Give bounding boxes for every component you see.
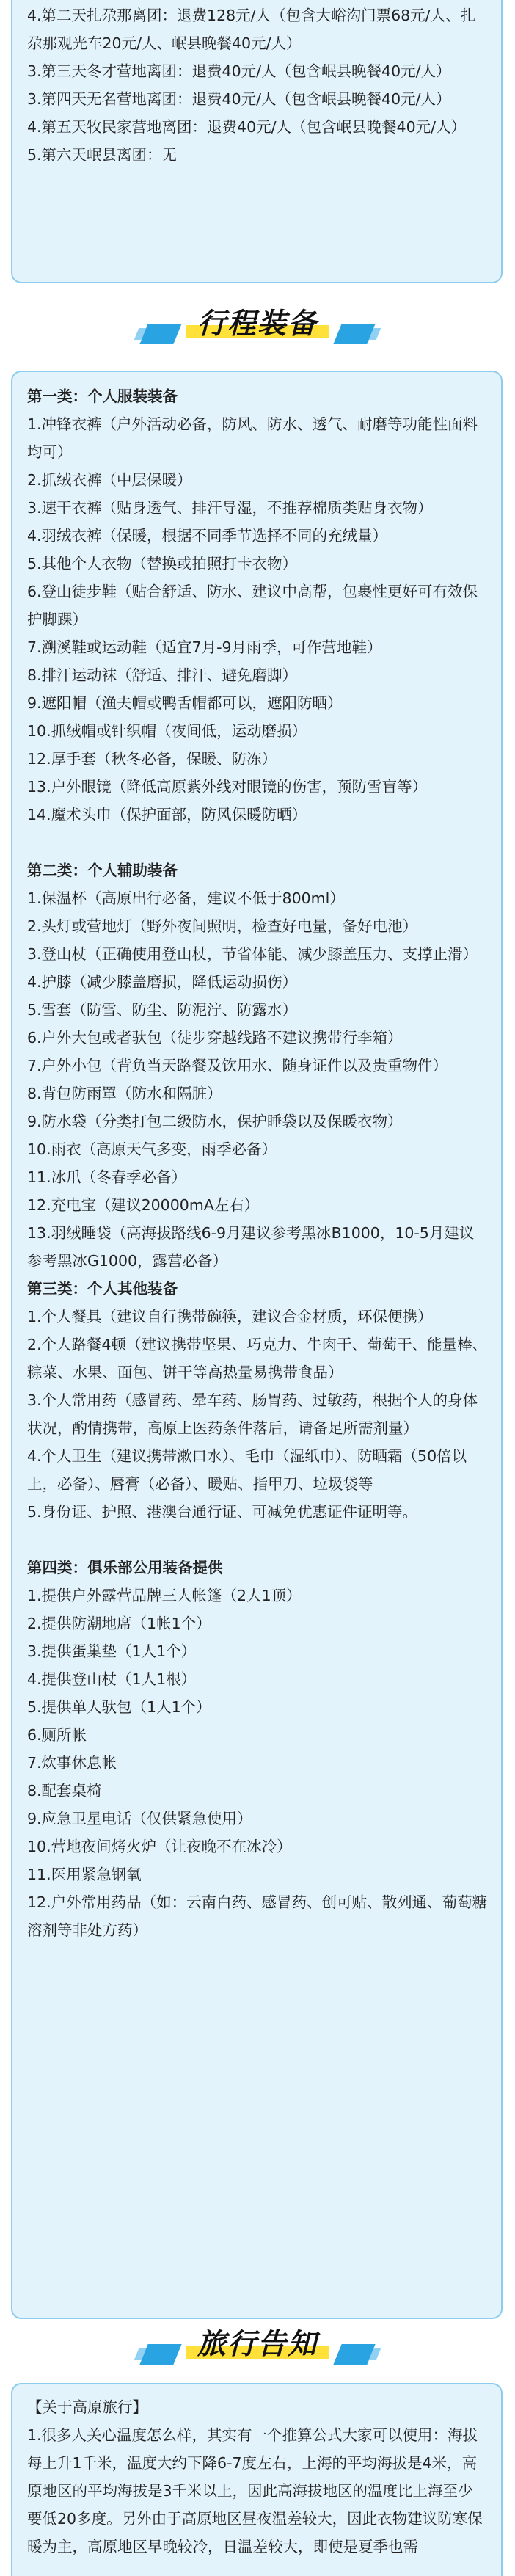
list-item: 12.充电宝（建议20000mA左右） <box>27 1196 260 1214</box>
gear-banner <box>0 290 515 356</box>
gear-section <box>11 371 503 2319</box>
list-item: 7.炊事休息帐 <box>27 1754 117 1772</box>
list-item: 6.户外大包或者驮包（徒步穿越线路不建议携带行李箱） <box>27 1029 403 1047</box>
list-item: 3.个人常用药（感冒药、晕车药、肠胃药、过敏药，根据个人的身体状况，酌情携带，高原上医药条件落后，请备足所需剂量） <box>27 1391 478 1437</box>
list-item: 12.厚手套（秋冬必备，保暖、防冻） <box>27 750 277 768</box>
category-title: 第三类：个人其他装备 <box>27 1280 178 1298</box>
list-item: 5.身份证、护照、港澳台通行证、可减免优惠证件证明等。 <box>27 1503 418 1521</box>
list-item: 11.冰爪（冬春季必备） <box>27 1168 187 1186</box>
refund-section <box>11 0 503 283</box>
spacer <box>27 829 488 856</box>
list-item: 12.户外常用药品（如：云南白药、感冒药、创可贴、散列通、葡萄糖溶剂等非处方药） <box>27 1893 488 1939</box>
list-item: 6.厕所帐 <box>27 1726 87 1744</box>
list-item: 3.登山杖（正确使用登山杖，节省体能、减少膝盖压力、支撑止滑） <box>27 945 478 963</box>
list-item: 6.登山徒步鞋（贴合舒适、防水、建议中高帮，包裹性更好可有效保护脚踝） <box>27 583 478 628</box>
list-item: 7.户外小包（背负当天路餐及饮用水、随身证件以及贵重物件） <box>27 1057 448 1074</box>
list-item: 1.保温杯（高原出行必备，建议不低于800ml） <box>27 889 345 907</box>
list-item: 10.抓绒帽或针织帽（夜间低，运动磨损） <box>27 722 307 740</box>
list-item: 4.提供登山杖（1人1根） <box>27 1670 197 1688</box>
list-item: 5.其他个人衣物（替换或拍照打卡衣物） <box>27 555 298 572</box>
list-item: 8.配套桌椅 <box>27 1782 102 1800</box>
refund-line: 3.第三天冬才营地离团：退费40元/人（包含岷县晚餐40元/人） <box>27 62 451 80</box>
list-item: 3.速干衣裤（贴身透气、排汗导湿，不推荐棉质类贴身衣物） <box>27 499 433 517</box>
list-item: 13.羽绒睡袋（高海拔路线6-9月建议参考黑冰B1000，10-5月建议参考黑冰G1000，露营必备） <box>27 1224 475 1270</box>
spacer <box>27 1526 488 1554</box>
list-item: 1.冲锋衣裤（户外活动必备，防风、防水、透气、耐磨等功能性面料均可） <box>27 415 478 461</box>
refund-line: 4.第二天扎尕那离团：退费128元/人（包含大峪沟门票68元/人、扎尕那观光车20元/人、岷县晚餐40元/人） <box>27 7 476 52</box>
notice-title: 旅行告知 <box>197 2328 318 2361</box>
refund-line: 4.第五天牧民家营地离团：退费40元/人（包含岷县晚餐40元/人） <box>27 118 467 136</box>
refund-line: 3.第四天无名营地离团：退费40元/人（包含岷县晚餐40元/人） <box>27 90 451 108</box>
list-item: 5.雪套（防雪、防尘、防泥泞、防露水） <box>27 1001 298 1019</box>
category-title: 第一类：个人服装装备 <box>27 388 178 405</box>
list-item: 5.提供单人驮包（1人1个） <box>27 1698 211 1716</box>
list-item: 7.溯溪鞋或运动鞋（适宜7月-9月雨季，可作营地鞋） <box>27 638 382 656</box>
list-item: 2.个人路餐4顿（建议携带坚果、巧克力、牛肉干、葡萄干、能量棒、粽菜、水果、面包、饼干等高热量易携带食品） <box>27 1336 488 1381</box>
category-title: 第二类：个人辅助装备 <box>27 862 178 879</box>
list-item: 10.营地夜间烤火炉（让夜晚不在冰冷） <box>27 1838 292 1855</box>
list-item: 13.户外眼镜（降低高原紫外线对眼镜的伤害，预防雪盲等） <box>27 778 428 796</box>
list-item: 9.应急卫星电话（仅供紧急使用） <box>27 1810 252 1827</box>
list-item: 1.个人餐具（建议自行携带碗筷，建议合金材质，环保便携） <box>27 1308 433 1325</box>
refund-line: 5.第六天岷县离团：无 <box>27 146 178 164</box>
list-item: 9.遮阳帽（渔夫帽或鸭舌帽都可以，遮阳防晒） <box>27 694 343 712</box>
notice-paragraph: 1.很多人关心温度怎么样，其实有一个推算公式大家可以使用：海拔每上升1千米，温度大约下降6-7度左右，上海的平均海拔是4米，高原地区的平均海拔是3千米以上，因此高海拔地区的温度比上海至少要低20多度。另外由于高原地区昼夜温差较大，因此衣物建议防寒保暖为主，高原地区早晚较冷，日温差较大，即使是夏季也需 <box>27 2426 483 2555</box>
list-item: 4.个人卫生（建议携带漱口水）、毛巾（湿纸巾）、防晒霜（50倍以上，必备）、唇膏（必备）、暖贴、指甲刀、垃圾袋等 <box>27 1447 467 1493</box>
list-item: 14.魔术头巾（保护面部，防风保暖防晒） <box>27 806 307 823</box>
list-item: 9.防水袋（分类打包二级防水，保护睡袋以及保暖衣物） <box>27 1113 403 1130</box>
notice-section <box>11 2383 503 2576</box>
list-item: 2.提供防潮地席（1帐1个） <box>27 1615 211 1632</box>
list-item: 2.头灯或营地灯（野外夜间照明，检查好电量，备好电池） <box>27 917 418 935</box>
gear-title: 行程装备 <box>197 308 318 341</box>
list-item: 2.抓绒衣裤（中层保暖） <box>27 471 192 489</box>
list-item: 3.提供蛋巢垫（1人1个） <box>27 1642 197 1660</box>
category-title: 第四类：俱乐部公用装备提供 <box>27 1559 223 1576</box>
list-item: 1.提供户外露营品牌三人帐篷（2人1顶） <box>27 1587 302 1604</box>
list-item: 10.雨衣（高原天气多变，雨季必备） <box>27 1140 277 1158</box>
notice-banner <box>0 2310 515 2376</box>
notice-heading: 【关于高原旅行】 <box>27 2398 147 2416</box>
list-item: 8.背包防雨罩（防水和隔脏） <box>27 1085 222 1102</box>
list-item: 8.排汗运动袜（舒适、排汗、避免磨脚） <box>27 666 298 684</box>
list-item: 4.护膝（减少膝盖磨损，降低运动损伤） <box>27 973 298 991</box>
list-item: 4.羽绒衣裤（保暖，根据不同季节选择不同的充绒量） <box>27 527 388 545</box>
list-item: 11.医用紧急钢氧 <box>27 1866 142 1883</box>
